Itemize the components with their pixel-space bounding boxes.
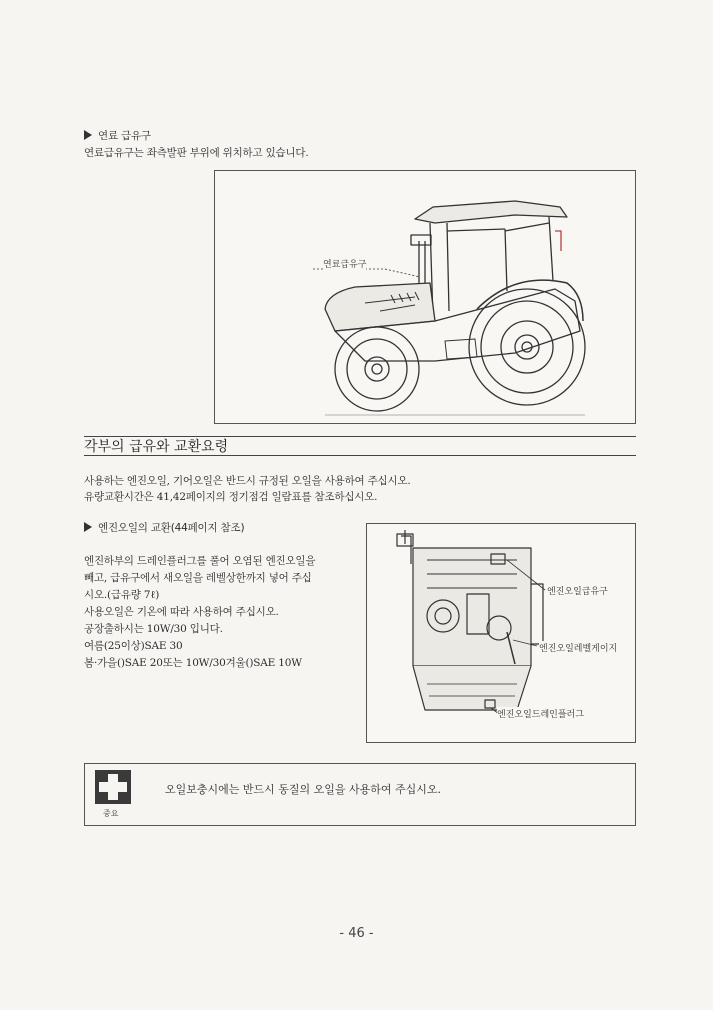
instruction-line: 시오.(급유량 7ℓ) — [84, 589, 160, 601]
first-aid-cross-icon — [95, 770, 131, 804]
intro-line-2: 유량교환시간은 41,42페이지의 정기점검 일람표를 참조하십시오. — [84, 491, 378, 503]
important-notice — [84, 763, 636, 826]
intro-line-1: 사용하는 엔진오일, 기어오일은 반드시 규정된 오일을 사용하여 주십시오. — [84, 475, 411, 487]
engine-figure — [366, 523, 636, 743]
page-number: - 46 - — [339, 926, 374, 941]
fuel-section-description: 연료급유구는 좌측발판 부위에 위치하고 있습니다. — [84, 147, 309, 159]
triangle-bullet-icon — [84, 130, 92, 140]
oil-filler-label: 엔진오일급유구 — [547, 584, 608, 597]
fuel-section-heading: 연료 급유구 — [84, 128, 151, 144]
engine-oil-heading: 엔진오일의 교환(44페이지 참조) — [84, 520, 244, 536]
instruction-line: 여름(25이상)SAE 30 — [84, 640, 183, 652]
fuel-filler-label: 연료급유구 — [323, 257, 366, 270]
tractor-illustration — [215, 171, 635, 423]
oil-level-gauge-label: 엔진오일레벨게이지 — [539, 641, 617, 654]
section-title: 각부의 급유와 교환요령 — [84, 439, 229, 455]
instruction-line: 공장출하시는 10W/30 입니다. — [84, 623, 223, 635]
tractor-figure — [214, 170, 636, 424]
instruction-line: 사용오일은 기온에 따라 사용하여 주십시오. — [84, 606, 279, 618]
engine-oil-instructions — [84, 553, 354, 672]
important-badge-label: 중요 — [103, 809, 119, 818]
section-title-divider-bottom — [84, 455, 636, 456]
triangle-bullet-icon — [84, 522, 92, 532]
instruction-line: 봄·가을()SAE 20또는 10W/30겨울()SAE 10W — [84, 657, 302, 669]
instruction-line: 빼고, 급유구에서 새오일을 레벨상한까지 넣어 주십 — [84, 572, 312, 584]
section-title-divider-top — [84, 436, 636, 437]
instruction-line: 엔진하부의 드레인플러그를 풀어 오염된 엔진오일을 — [84, 555, 316, 567]
notice-text: 오일보충시에는 반드시 동질의 오일을 사용하여 주십시오. — [165, 783, 442, 796]
oil-drain-plug-label: 엔진오일드레인플러그 — [497, 707, 584, 720]
